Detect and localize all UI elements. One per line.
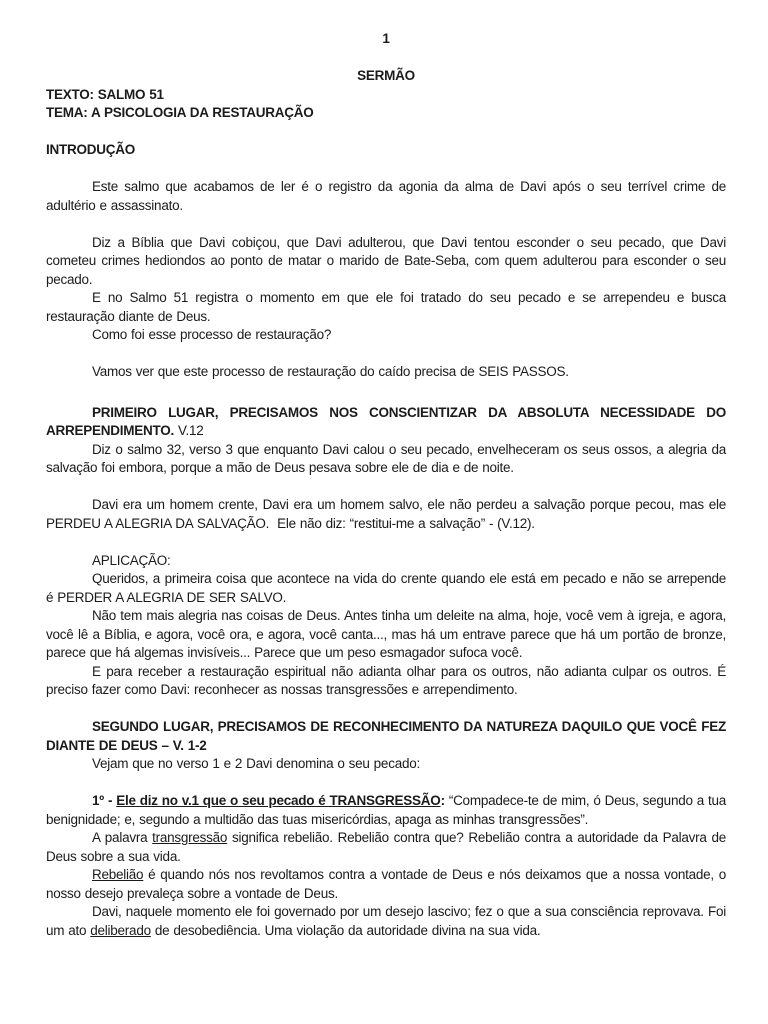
- paragraph: Diz a Bíblia que Davi cobiçou, que Davi adulterou, que Davi tentou esconder o seu pecado, que Davi cometeu crimes hediondos ao ponto de matar o marido de Bate-Seba, com quem adulterou para esconder o seu pecado.: [46, 234, 726, 287]
- text-reference-line: TEXTO: SALMO 51: [46, 86, 164, 102]
- paragraph: Não tem mais alegria nas coisas de Deus. Antes tinha um deleite na alma, hoje, você vem à igreja, e agora, você lê a Bíblia, e agora, você ora, e agora, você canta..., mas há um entrave parece que há um portão de bronze, parece que há algemas invisíveis... Parece que um peso esmagador sufoca você.: [46, 608, 726, 660]
- paragraph: E no Salmo 51 registra o momento em que ele foi tratado do seu pecado e se arrependeu e busca restauração diante de Deus.: [46, 290, 726, 324]
- paragraph: E para receber a restauração espiritual não adianta olhar para os outros, não adianta culpar os outros. É preciso fazer como Davi: reconhecer as nossas transgressões e arrependimento.: [46, 663, 726, 697]
- text-run: significa rebelião. Rebelião contra que? Rebelião contra a autoridade da Palavra de Deus sobre a sua vida.: [46, 830, 726, 864]
- scripture-quote: “Compadece-te de mim, ó Deus, segundo a tua benignidade; e, segundo a multidão das tuas misericórdias, apaga as minhas transgressões”.: [46, 793, 726, 827]
- section-heading-1: [46, 404, 726, 441]
- paragraph: Este salmo que acabamos de ler é o registro da agonia da alma de Davi após o seu terrível crime de adultério e assassinato.: [46, 179, 726, 213]
- application-label: APLICAÇÃO:: [92, 552, 171, 568]
- paragraph: Queridos, a primeira coisa que acontece na vida do crente quando ele está em pecado e não se arrepende é PERDER A ALEGRIA DE SER SALVO.: [46, 571, 726, 605]
- text-run: A palavra: [92, 830, 153, 845]
- paragraph: Diz o salmo 32, verso 3 que enquanto Davi calou o seu pecado, envelheceram os seus ossos, a alegria da salvação foi embora, porque a mão de Deus pesava sobre ele de dia e de noite.: [46, 441, 726, 475]
- page-title: SERMÃO: [357, 68, 415, 83]
- introduction-label: INTRODUÇÃO: [46, 142, 135, 157]
- page-number: 1: [382, 31, 390, 46]
- point-marker: 1º -: [92, 793, 117, 808]
- paragraph: [46, 866, 726, 903]
- text-run: é quando nós nos revoltamos contra a vontade de Deus e nós deixamos que a nossa vontade, o nosso desejo prevaleça sobre a vontade de Deus.: [46, 867, 726, 901]
- underlined-term: deliberado: [90, 922, 151, 938]
- underlined-term: transgressão: [152, 830, 228, 845]
- point-statement-underlined: Ele diz no v.1 que o seu pecado é TRANSGRESSÃO: [116, 793, 441, 808]
- paragraph: Vejam que no verso 1 e 2 Davi denomina o seu pecado:: [92, 756, 420, 771]
- point-colon: :: [440, 793, 445, 808]
- section-heading-1-verse-ref: V.12: [174, 423, 204, 438]
- section-heading-2: SEGUNDO LUGAR, PRECISAMOS DE RECONHECIMENTO DA NATUREZA DAQUILO QUE VOCÊ FEZ DIANTE DE DEUS – V. 1-2: [46, 719, 726, 753]
- paragraph: Davi era um homem crente, Davi era um homem salvo, ele não perdeu a salvação porque pecou, mas ele PERDEU A ALEGRIA DA SALVAÇÃO. Ele não diz: “restitui-me a salvação” - (V.12).: [46, 497, 726, 531]
- text-run: Davi, naquele momento ele foi governado por um desejo lascivo; fez o que a sua consciência reprovava. Foi um ato: [46, 904, 726, 938]
- underlined-term: Rebelião: [92, 867, 144, 882]
- paragraph: Vamos ver que este processo de restauração do caído precisa de SEIS PASSOS.: [92, 364, 569, 379]
- section-heading-1-text: PRIMEIRO LUGAR, PRECISAMOS NOS CONSCIENTIZAR DA ABSOLUTA NECESSIDADE DO ARREPENDIMENTO.: [46, 404, 726, 438]
- theme-line: TEMA: A PSICOLOGIA DA RESTAURAÇÃO: [46, 105, 314, 120]
- numbered-point-paragraph: [46, 792, 726, 829]
- text-run: de desobediência. Uma violação da autoridade divina na sua vida.: [150, 922, 541, 938]
- paragraph: [46, 903, 726, 940]
- paragraph: Como foi esse processo de restauração?: [92, 327, 332, 342]
- paragraph: [46, 829, 726, 866]
